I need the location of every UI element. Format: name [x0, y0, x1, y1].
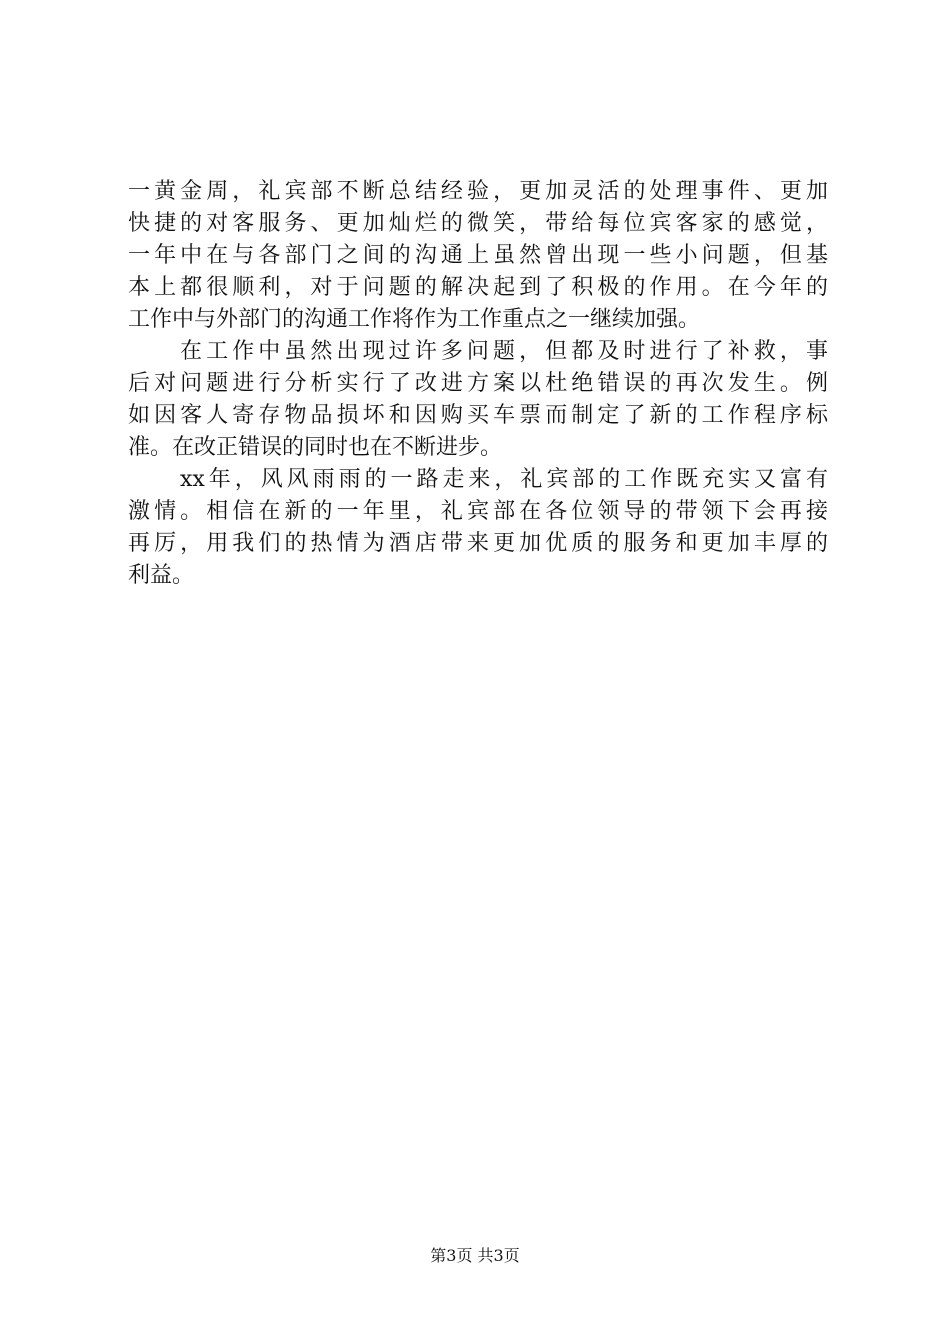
page-footer: 第3页 共3页: [430, 1246, 520, 1265]
text-line: 在工作中虽然出现过许多问题，但都及时进行了补救，事: [180, 339, 828, 364]
text-line: 利益。: [128, 563, 195, 588]
text-line: 如因客人寄存物品损坏和因购买车票而制定了新的工作程序标: [128, 403, 828, 428]
text-line: 一黄金周，礼宾部不断总结经验，更加灵活的处理事件、更加: [128, 179, 828, 204]
text-line: xx年，风风雨雨的一路走来，礼宾部的工作既充实又富有: [180, 467, 828, 492]
text-line: 激情。相信在新的一年里，礼宾部在各位领导的带领下会再接: [128, 499, 828, 524]
text-line: 工作中与外部门的沟通工作将作为工作重点之一继续加强。: [128, 307, 701, 332]
paragraph-2: [128, 336, 828, 464]
paragraph-1: [128, 176, 828, 336]
paragraph-3: [128, 464, 828, 592]
text-line: 快捷的对客服务、更加灿烂的微笑，带给每位宾客家的感觉，: [128, 211, 828, 236]
text-line: 再厉，用我们的热情为酒店带来更加优质的服务和更加丰厚的: [128, 531, 828, 556]
document-body: [128, 176, 828, 592]
text-line: 本上都很顺利，对于问题的解决起到了积极的作用。在今年的: [128, 275, 828, 300]
text-line: 一年中在与各部门之间的沟通上虽然曾出现一些小问题，但基: [128, 243, 828, 268]
text-line: 后对问题进行分析实行了改进方案以杜绝错误的再次发生。例: [128, 371, 828, 396]
text-line: 准。在改正错误的同时也在不断进步。: [128, 435, 503, 460]
